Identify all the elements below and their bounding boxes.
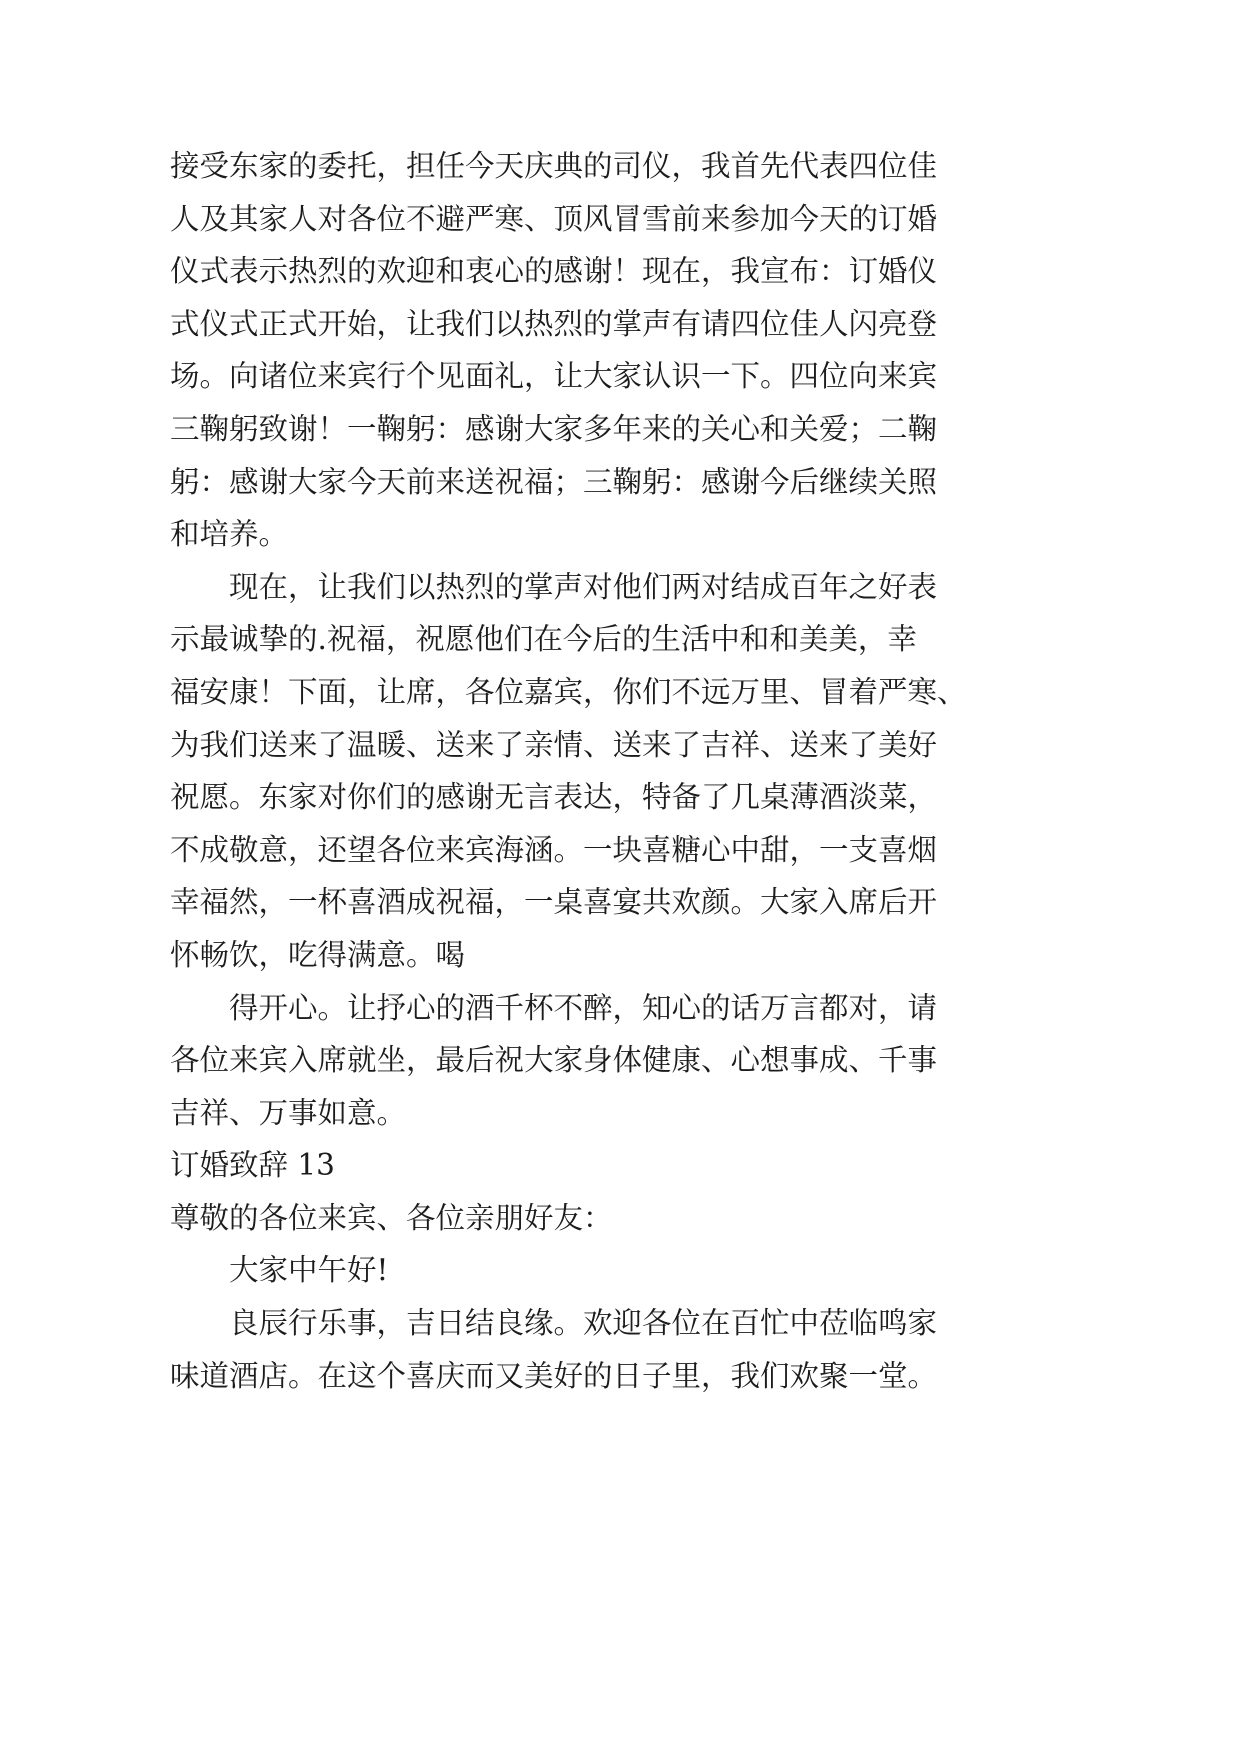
- text-line: 和培养。: [170, 517, 289, 552]
- text-line: 接受东家的委托，担任今天庆典的司仪，我首先代表四位佳: [170, 149, 938, 183]
- text-line: 各位来宾入席就坐，最后祝大家身体健康、心想事成、千事: [170, 1043, 938, 1078]
- text-line: 式仪式正式开始，让我们以热烈的掌声有请四位佳人闪亮登: [170, 306, 938, 341]
- text-line: 场。向诸位来宾行个见面礼，让大家认识一下。四位向来宾: [170, 359, 938, 394]
- section-heading: [170, 1139, 1241, 1192]
- text-line: 吉祥、万事如意。: [170, 1095, 407, 1130]
- text-line: 现在，让我们以热烈的掌声对他们两对结成百年之好表: [229, 569, 938, 604]
- paragraph-closing: [170, 982, 1241, 1140]
- salutation: [170, 1192, 1241, 1245]
- text-line: 三鞠躬致谢！一鞠躬：感谢大家多年来的关心和关爱；二鞠: [170, 411, 938, 446]
- paragraph-blessing: [170, 561, 1241, 982]
- text-line: 示最诚挚的.祝福，祝愿他们在今后的生活中和和美美，幸: [170, 622, 917, 657]
- paragraph-welcome: [170, 1297, 1241, 1402]
- paragraph-ceremony-opening: [170, 140, 1241, 561]
- text-line: 为我们送来了温暖、送来了亲情、送来了吉祥、送来了美好: [170, 727, 938, 762]
- text-line: 祝愿。东家对你们的感谢无言表达，特备了几桌薄酒淡菜，: [170, 780, 938, 815]
- text-line: 福安康！下面，让席，各位嘉宾，你们不远万里、冒着严寒、: [170, 674, 967, 709]
- text-line: 大家中午好!: [229, 1253, 389, 1288]
- text-line: 尊敬的各位来宾、各位亲朋好友：: [170, 1200, 613, 1235]
- greeting: [170, 1244, 1241, 1297]
- text-line: 得开心。让抒心的酒千杯不醉，知心的话万言都对，请: [229, 990, 938, 1025]
- text-line: 不成敬意，还望各位来宾海涵。一块喜糖心中甜，一支喜烟: [170, 832, 938, 867]
- text-line: 仪式表示热烈的欢迎和衷心的感谢！现在，我宣布：订婚仪: [170, 254, 938, 289]
- text-line: 良辰行乐事，吉日结良缘。欢迎各位在百忙中莅临鸣家: [229, 1306, 938, 1341]
- text-line: 怀畅饮，吃得满意。喝: [170, 937, 466, 972]
- text-line: 幸福然，一杯喜酒成祝福，一桌喜宴共欢颜。大家入席后开: [170, 885, 938, 920]
- section-title: 订婚致辞 13: [170, 1148, 335, 1183]
- text-line: 人及其家人对各位不避严寒、顶风冒雪前来参加今天的订婚: [170, 201, 938, 236]
- text-line: 味道酒店。在这个喜庆而又美好的日子里，我们欢聚一堂。: [170, 1358, 938, 1393]
- text-line: 躬：感谢大家今天前来送祝福；三鞠躬：感谢今后继续关照: [170, 464, 938, 499]
